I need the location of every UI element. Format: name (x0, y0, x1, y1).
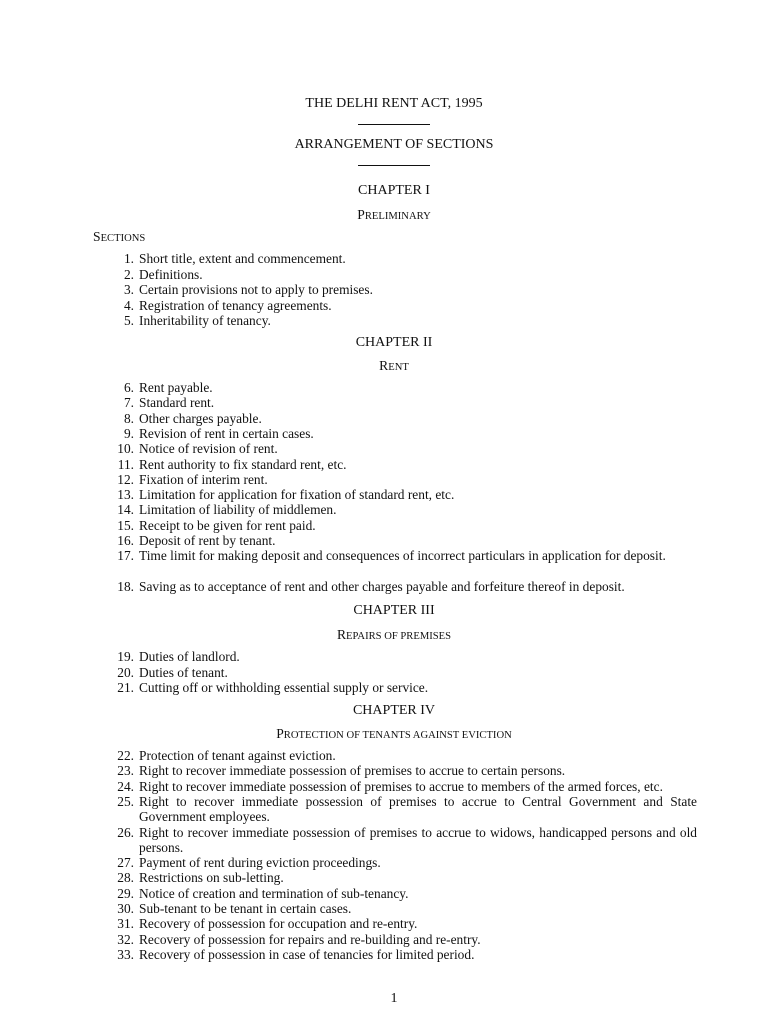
subtitle-rule (358, 165, 430, 166)
list-item: 23. Right to recover immediate possession of premises to accrue to certain persons. (117, 763, 566, 779)
act-title: THE DELHI RENT ACT, 1995 (305, 96, 483, 111)
list-item: 7. Standard rent. (123, 395, 215, 411)
list-item: 16. Deposit of rent by tenant. (117, 533, 276, 548)
sections-label: SECTIONS (93, 229, 146, 244)
list-item: 5. Inheritability of tenancy. (123, 313, 271, 328)
list-item: 6. Rent payable. (123, 380, 213, 395)
arrangement-heading: ARRANGEMENT OF SECTIONS (294, 137, 494, 152)
list-item: 15. Receipt to be given for rent paid. (117, 517, 316, 533)
list-item: 22. Protection of tenant against eviction. (117, 748, 336, 763)
chapter-4-name: PROTECTION OF TENANTS AGAINST EVICTION (276, 726, 512, 741)
list-item: 32. Recovery of possession for repairs and re-building and re-entry. (117, 931, 481, 947)
list-item: 11. Rent authority to fix standard rent, etc. (117, 456, 347, 472)
list-item: 27. Payment of rent during eviction proceedings. (117, 855, 381, 871)
list-item: 30. Sub-tenant to be tenant in certain cases. (117, 901, 352, 916)
chapter-1-heading: CHAPTER I (358, 183, 430, 198)
list-item: 26. Right to recover immediate possession of premises to accrue to widows, handicapped persons and old persons. (117, 824, 697, 855)
list-item: 14. Limitation of liability of middlemen. (117, 502, 337, 518)
list-item: 4. Registration of tenancy agreements. (123, 297, 332, 313)
chapter-3-heading: CHAPTER III (353, 603, 435, 618)
list-item: 24. Right to recover immediate possession of premises to accrue to members of the armed forces, etc. (117, 778, 663, 794)
list-item: 31. Recovery of possession for occupation and re-entry. (117, 916, 418, 932)
chapter-2-name: RENT (379, 358, 409, 373)
list-item: 21. Cutting off or withholding essential supply or service. (117, 680, 429, 695)
page-number: 1 (390, 991, 398, 1006)
chapter-2-heading: CHAPTER II (355, 335, 433, 350)
list-item: 12. Fixation of interim rent. (117, 471, 268, 487)
chapter-4-heading: CHAPTER IV (352, 703, 436, 718)
list-item: 3. Certain provisions not to apply to premises. (123, 282, 373, 297)
list-item: 1. Short title, extent and commencement. (123, 251, 346, 266)
list-item: 33. Recovery of possession in case of tenancies for limited period. (117, 946, 475, 962)
list-item: 2. Definitions. (123, 266, 203, 282)
list-item: 25. Right to recover immediate possession of premises to accrue to Central Government and State Government employees. (117, 793, 697, 825)
title-rule (358, 124, 430, 125)
list-item: 9. Revision of rent in certain cases. (123, 425, 314, 441)
list-item: 19. Duties of landlord. (117, 649, 240, 664)
list-item: 28. Restrictions on sub-letting. (117, 870, 284, 886)
chapter-3-name: REPAIRS OF PREMISES (336, 627, 452, 642)
list-item: 10. Notice of revision of rent. (117, 441, 278, 457)
list-item: 8. Other charges payable. (123, 410, 262, 426)
chapter-1-name: PRELIMINARY (357, 207, 431, 222)
list-item: 20. Duties of tenant. (117, 664, 228, 680)
list-item: 13. Limitation for application for fixation of standard rent, etc. (117, 487, 455, 503)
list-item: 17. Time limit for making deposit and consequences of incorrect particulars in application for deposit. (117, 548, 666, 564)
list-item: 18. Saving as to acceptance of rent and other charges payable and forfeiture thereof in deposit. (117, 579, 625, 594)
list-item: 29. Notice of creation and termination of sub-tenancy. (117, 885, 409, 901)
